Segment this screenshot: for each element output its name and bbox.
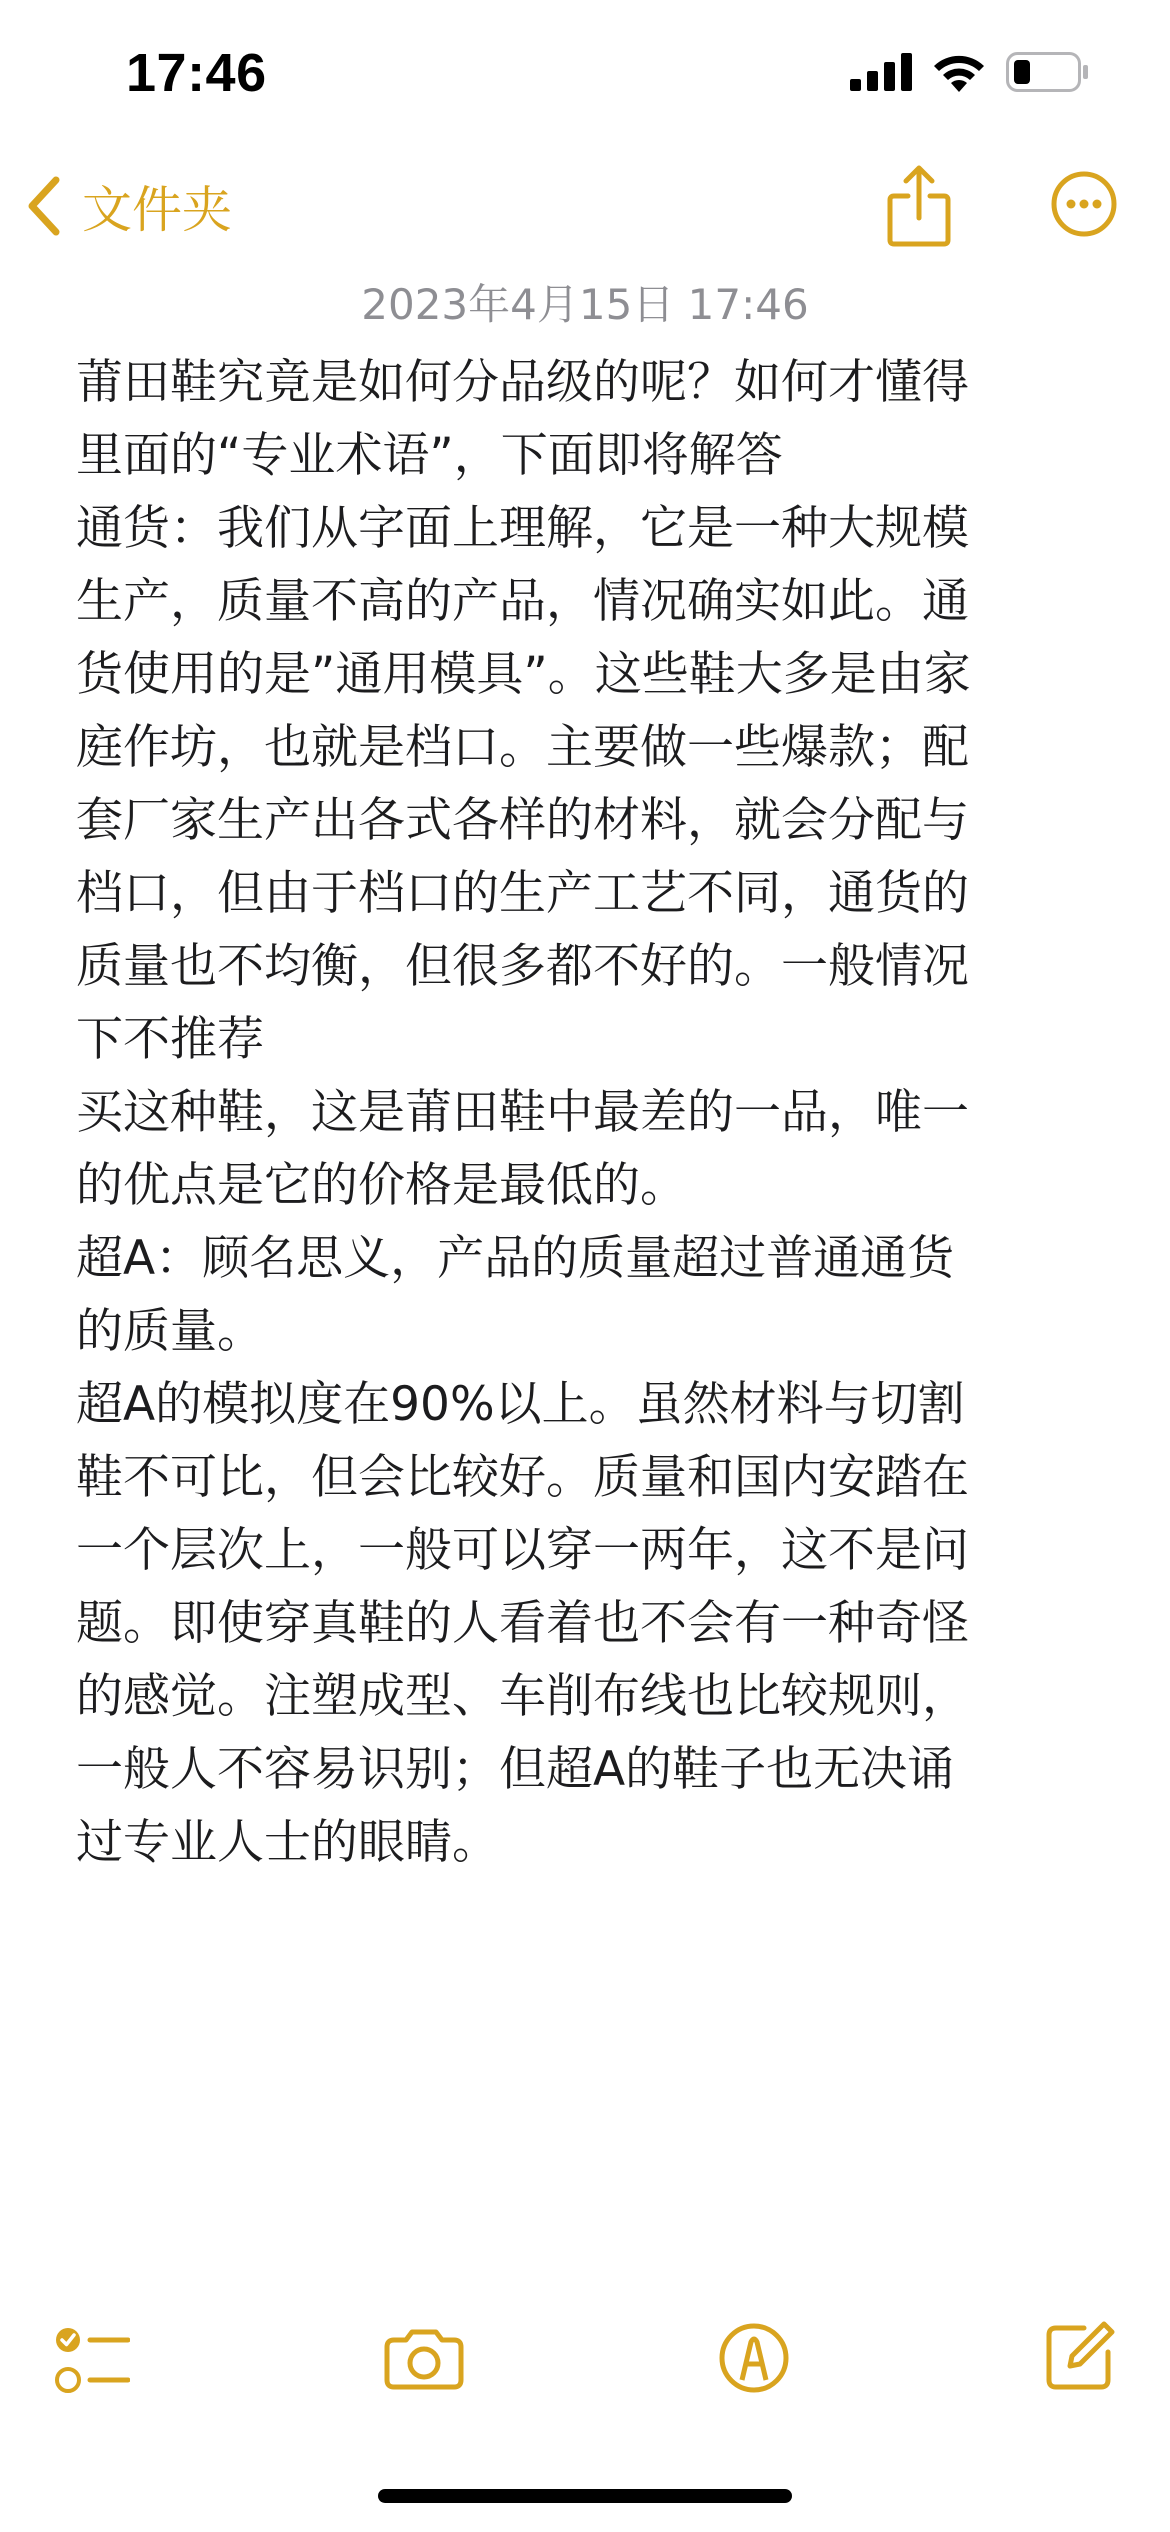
note-line: 鞋不可比，但会比较好。质量和国内安踏在 xyxy=(76,1450,969,1505)
note-line: 生产，质量不高的产品，情况确实如此。通 xyxy=(76,574,969,629)
note-line: 里面的“专业术语”，下面即将解答 xyxy=(76,428,783,483)
back-label: 文件夹 xyxy=(82,181,232,239)
home-indicator[interactable] xyxy=(378,2489,792,2503)
note-line: 套厂家生产出各式各样的材料，就会分配与 xyxy=(76,793,969,848)
note-line: 货使用的是”通用模具”。这些鞋大多是由家 xyxy=(76,647,971,702)
note-line: 买这种鞋，这是莆田鞋中最差的一品，唯一 xyxy=(76,1085,969,1140)
compose-button[interactable] xyxy=(1044,2320,1116,2396)
camera-icon xyxy=(384,2328,464,2390)
checklist-button[interactable] xyxy=(54,2326,130,2400)
note-line: 质量也不均衡，但很多都不好的。一般情况 xyxy=(76,939,969,994)
note-line: 庭作坊，也就是档口。主要做一些爆款；配 xyxy=(76,720,969,775)
note-line: 莆田鞋究竟是如何分品级的呢？如何才懂得 xyxy=(76,355,969,410)
share-button[interactable] xyxy=(886,164,952,248)
note-line: 的优点是它的价格是最低的。 xyxy=(76,1158,687,1213)
markup-icon xyxy=(718,2322,790,2394)
battery-icon xyxy=(1006,52,1090,92)
note-date: 2023年4月15日 17:46 xyxy=(361,280,809,329)
compose-icon xyxy=(1044,2320,1116,2392)
note-line: 超A的模拟度在90%以上。虽然材料与切割 xyxy=(76,1377,965,1432)
note-line: 题。即使穿真鞋的人看着也不会有一种奇怪 xyxy=(76,1596,969,1651)
note-line: 下不推荐 xyxy=(76,1012,264,1067)
status-bar xyxy=(0,0,1170,150)
checklist-icon xyxy=(54,2326,130,2396)
bottom-toolbar xyxy=(0,2320,1170,2410)
more-icon xyxy=(1050,170,1118,238)
note-line: 过专业人士的眼睛。 xyxy=(76,1815,499,1870)
note-line: 一个层次上，一般可以穿一两年，这不是问 xyxy=(76,1523,969,1578)
more-button[interactable] xyxy=(1050,170,1118,238)
nav-bar xyxy=(0,150,1170,270)
cellular-signal-icon xyxy=(850,53,912,91)
note-line: 的质量。 xyxy=(76,1304,264,1359)
camera-button[interactable] xyxy=(384,2328,464,2394)
status-icons xyxy=(850,52,1090,92)
status-time: 17:46 xyxy=(126,43,267,103)
share-icon xyxy=(886,164,952,248)
note-line: 超A：顾名思义，产品的质量超过普通通货 xyxy=(76,1231,955,1286)
note-line: 档口，但由于档口的生产工艺不同，通货的 xyxy=(76,866,969,921)
note-line: 通货：我们从字面上理解，它是一种大规模 xyxy=(76,501,969,556)
note-line: 一般人不容易识别；但超A的鞋子也无决诵 xyxy=(76,1742,955,1797)
back-button[interactable] xyxy=(24,170,232,242)
note-line: 的感觉。注塑成型、车削布线也比较规则， xyxy=(76,1669,969,1724)
note-body[interactable] xyxy=(76,346,1086,1879)
chevron-left-icon xyxy=(24,174,64,238)
wifi-icon xyxy=(932,52,986,92)
markup-button[interactable] xyxy=(718,2322,790,2398)
